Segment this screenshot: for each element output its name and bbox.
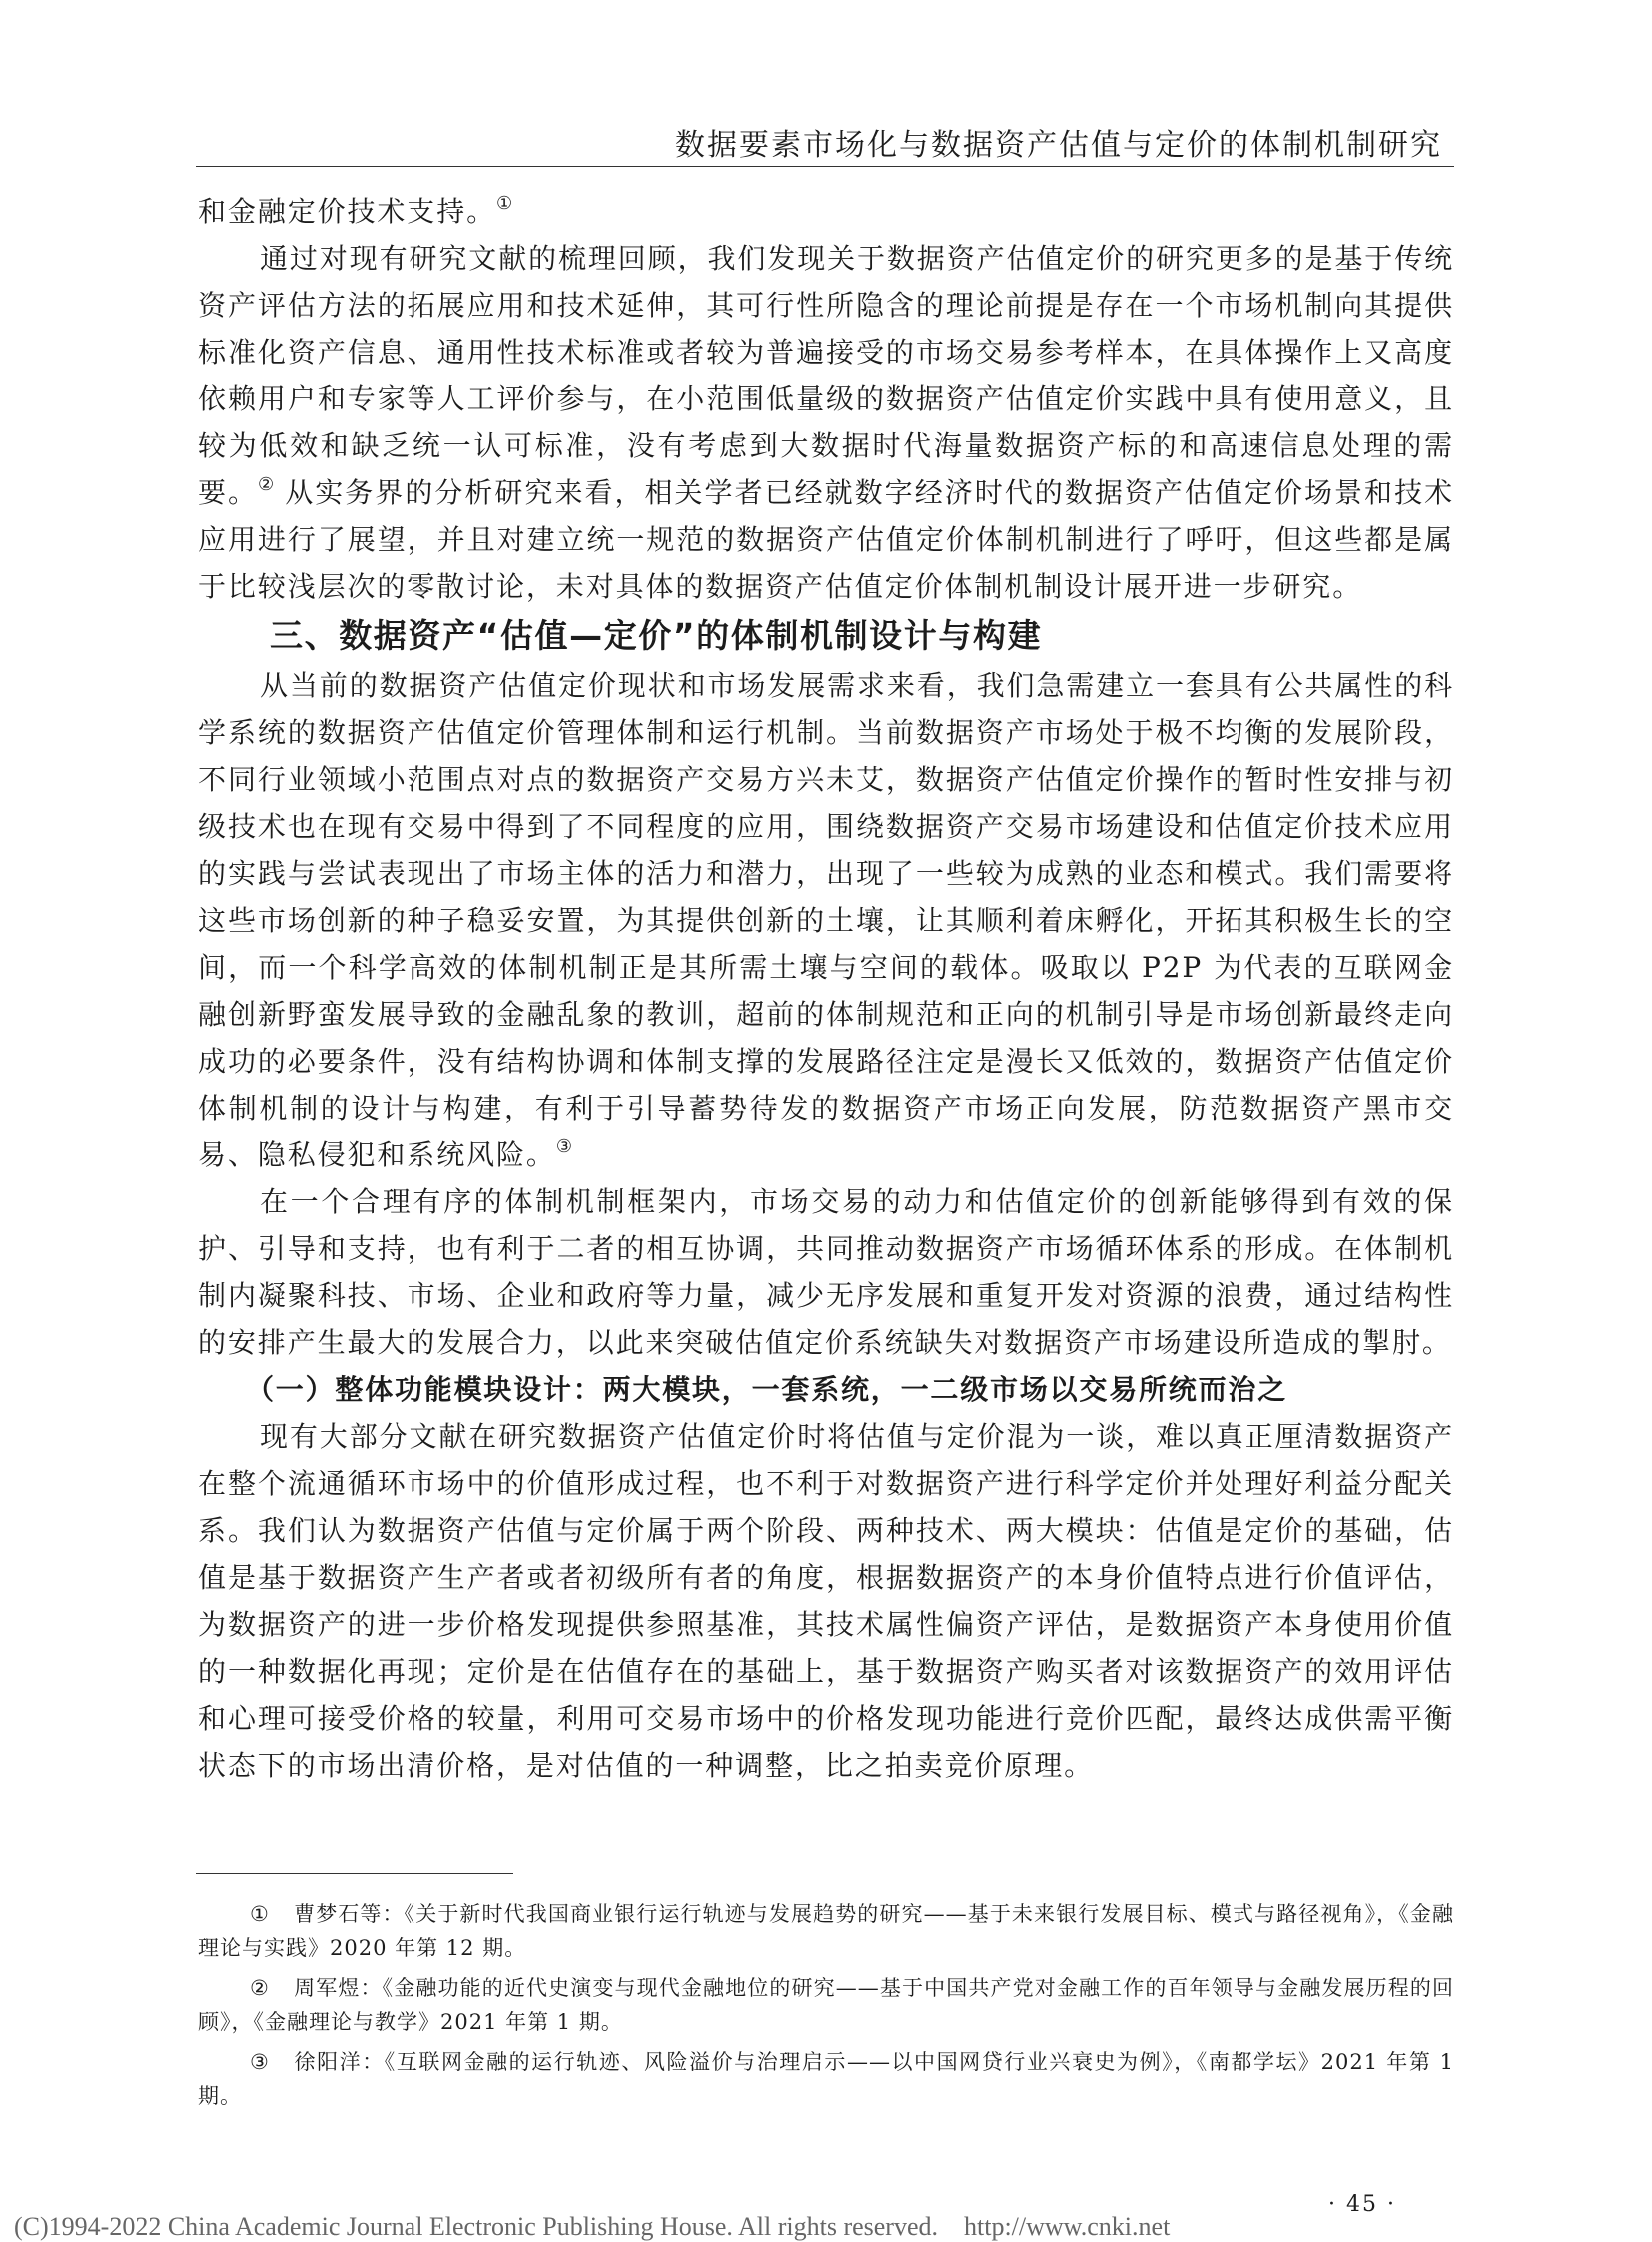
footnote-ref-1[interactable]: ①: [496, 193, 513, 214]
copyright-text: (C)1994-2022 China Academic Journal Electronic Publishing House. All rights reserved.: [14, 2212, 938, 2241]
footnote-3-text: 徐阳洋：《互联网金融的运行轨迹、风险溢价与治理启示——以中国网贷行业兴衰史为例》，《南都学坛》2021 年第 1 期。: [198, 2050, 1454, 2108]
running-header: 数据要素市场化与数据资产估值与定价的体制机制研究: [675, 128, 1442, 163]
footnotes: [198, 1897, 1454, 2119]
footnote-ref-2[interactable]: ②: [258, 474, 275, 495]
paragraph-4: 在一个合理有序的体制机制框架内，市场交易的动力和估值定价的创新能够得到有效的保护、引导和支持，也有利于二者的相互协调，共同推动数据资产市场循环体系的形成。在体制机制内凝聚科技、市场、企业和政府等力量，减少无序发展和重复开发对资源的浪费，通过结构性的安排产生最大的发展合力，以此来突破估值定价系统缺失对数据资产市场建设所造成的掣肘。: [198, 1185, 1454, 1359]
paragraph-5: 现有大部分文献在研究数据资产估值定价时将估值与定价混为一谈，难以真正厘清数据资产在整个流通循环市场中的价值形成过程，也不利于对数据资产进行科学定价并处理好利益分配关系。我们认为数据资产估值与定价属于两个阶段、两种技术、两大模块：估值是定价的基础，估值是基于数据资产生产者或者初级所有者的角度，根据数据资产的本身价值特点进行价值评估，为数据资产的进一步价格发现提供参照基准，其技术属性偏资产评估，是数据资产本身使用价值的一种数据化再现；定价是在估值存在的基础上，基于数据资产购买者对该数据资产的效用评估和心理可接受价格的较量，利用可交易市场中的价格发现功能进行竞价匹配，最终达成供需平衡状态下的市场出清价格，是对估值的一种调整，比之拍卖竞价原理。: [198, 1420, 1455, 1782]
paragraph-2: [198, 235, 1454, 610]
header-rule: [196, 166, 1454, 167]
footnote-ref-3[interactable]: ③: [555, 1136, 572, 1157]
footnote-rule: [196, 1873, 513, 1874]
section-heading: 三、数据资产“估值—定价”的体制机制设计与构建: [270, 616, 1043, 655]
paragraph-3: [198, 662, 1454, 1178]
paragraph-1-text: 和金融定价技术支持。: [198, 195, 497, 228]
copyright-line: [14, 2212, 1170, 2242]
footnote-1-text: 曹梦石等：《关于新时代我国商业银行运行轨迹与发展趋势的研究——基于未来银行发展目标、模式与路径视角》，《金融理论与实践》2020 年第 12 期。: [198, 1902, 1454, 1960]
footnote-1-mark: ①: [250, 1902, 270, 1926]
footnote-3-mark: ③: [250, 2050, 270, 2074]
footnote-2-text: 周军煜：《金融功能的近代史演变与现代金融地位的研究——基于中国共产党对金融工作的百年领导与金融发展历程的回顾》，《金融理论与教学》2021 年第 1 期。: [198, 1976, 1454, 2034]
page-number: · 45 ·: [1328, 2192, 1396, 2217]
paragraph-2-text: 通过对现有研究文献的梳理回顾，我们发现关于数据资产估值定价的研究更多的是基于传统资产评估方法的拓展应用和技术延伸，其可行性所隐含的理论前提是存在一个市场机制向其提供标准化资产信息、通用性技术标准或者较为普遍接受的市场交易参考样本，在具体操作上又高度依赖用户和专家等人工评价参与，在小范围低量级的数据资产估值定价实践中具有使用意义，且较为低效和缺乏统一认可标准，没有考虑到大数据时代海量数据资产标的和高速信息处理的需要。: [198, 242, 1455, 509]
paragraph-1: [198, 188, 1454, 235]
footnote-1: [198, 1897, 1454, 1965]
paragraph-3-text: 从当前的数据资产估值定价现状和市场发展需求来看，我们急需建立一套具有公共属性的科学系统的数据资产估值定价管理体制和运行机制。当前数据资产市场处于极不均衡的发展阶段，不同行业领域小范围点对点的数据资产交易方兴未艾，数据资产估值定价操作的暂时性安排与初级技术也在现有交易中得到了不同程度的应用，围绕数据资产交易市场建设和估值定价技术应用的实践与尝试表现出了市场主体的活力和潜力，出现了一些较为成熟的业态和模式。我们需要将这些市场创新的种子稳妥安置，为其提供创新的土壤，让其顺利着床孵化，开拓其积极生长的空间，而一个科学高效的体制机制正是其所需土壤与空间的载体。吸取以 P2P 为代表的互联网金融创新野蛮发展导致的金融乱象的教训，超前的体制规范和正向的机制引导是市场创新最终走向成功的必要条件，没有结构协调和体制支撑的发展路径注定是漫长又低效的，数据资产估值定价体制机制的设计与构建，有利于引导蓄势待发的数据资产市场正向发展，防范数据资产黑市交易、隐私侵犯和系统风险。: [198, 669, 1455, 1171]
article-body: [198, 188, 1454, 1789]
footnote-2-mark: ②: [250, 1976, 270, 2000]
footnote-3: [198, 2045, 1454, 2113]
footnote-2: [198, 1971, 1454, 2039]
subsection-heading: （一）整体功能模块设计：两大模块，一套系统，一二级市场以交易所统而治之: [246, 1373, 1288, 1406]
cnki-link[interactable]: http://www.cnki.net: [964, 2212, 1171, 2241]
paragraph-2-tail: 从实务界的分析研究来看，相关学者已经就数字经济时代的数据资产估值定价场景和技术应用进行了展望，并且对建立统一规范的数据资产估值定价体制机制进行了呼吁，但这些都是属于比较浅层次的零散讨论，未对具体的数据资产估值定价体制机制设计展开进一步研究。: [198, 476, 1454, 603]
